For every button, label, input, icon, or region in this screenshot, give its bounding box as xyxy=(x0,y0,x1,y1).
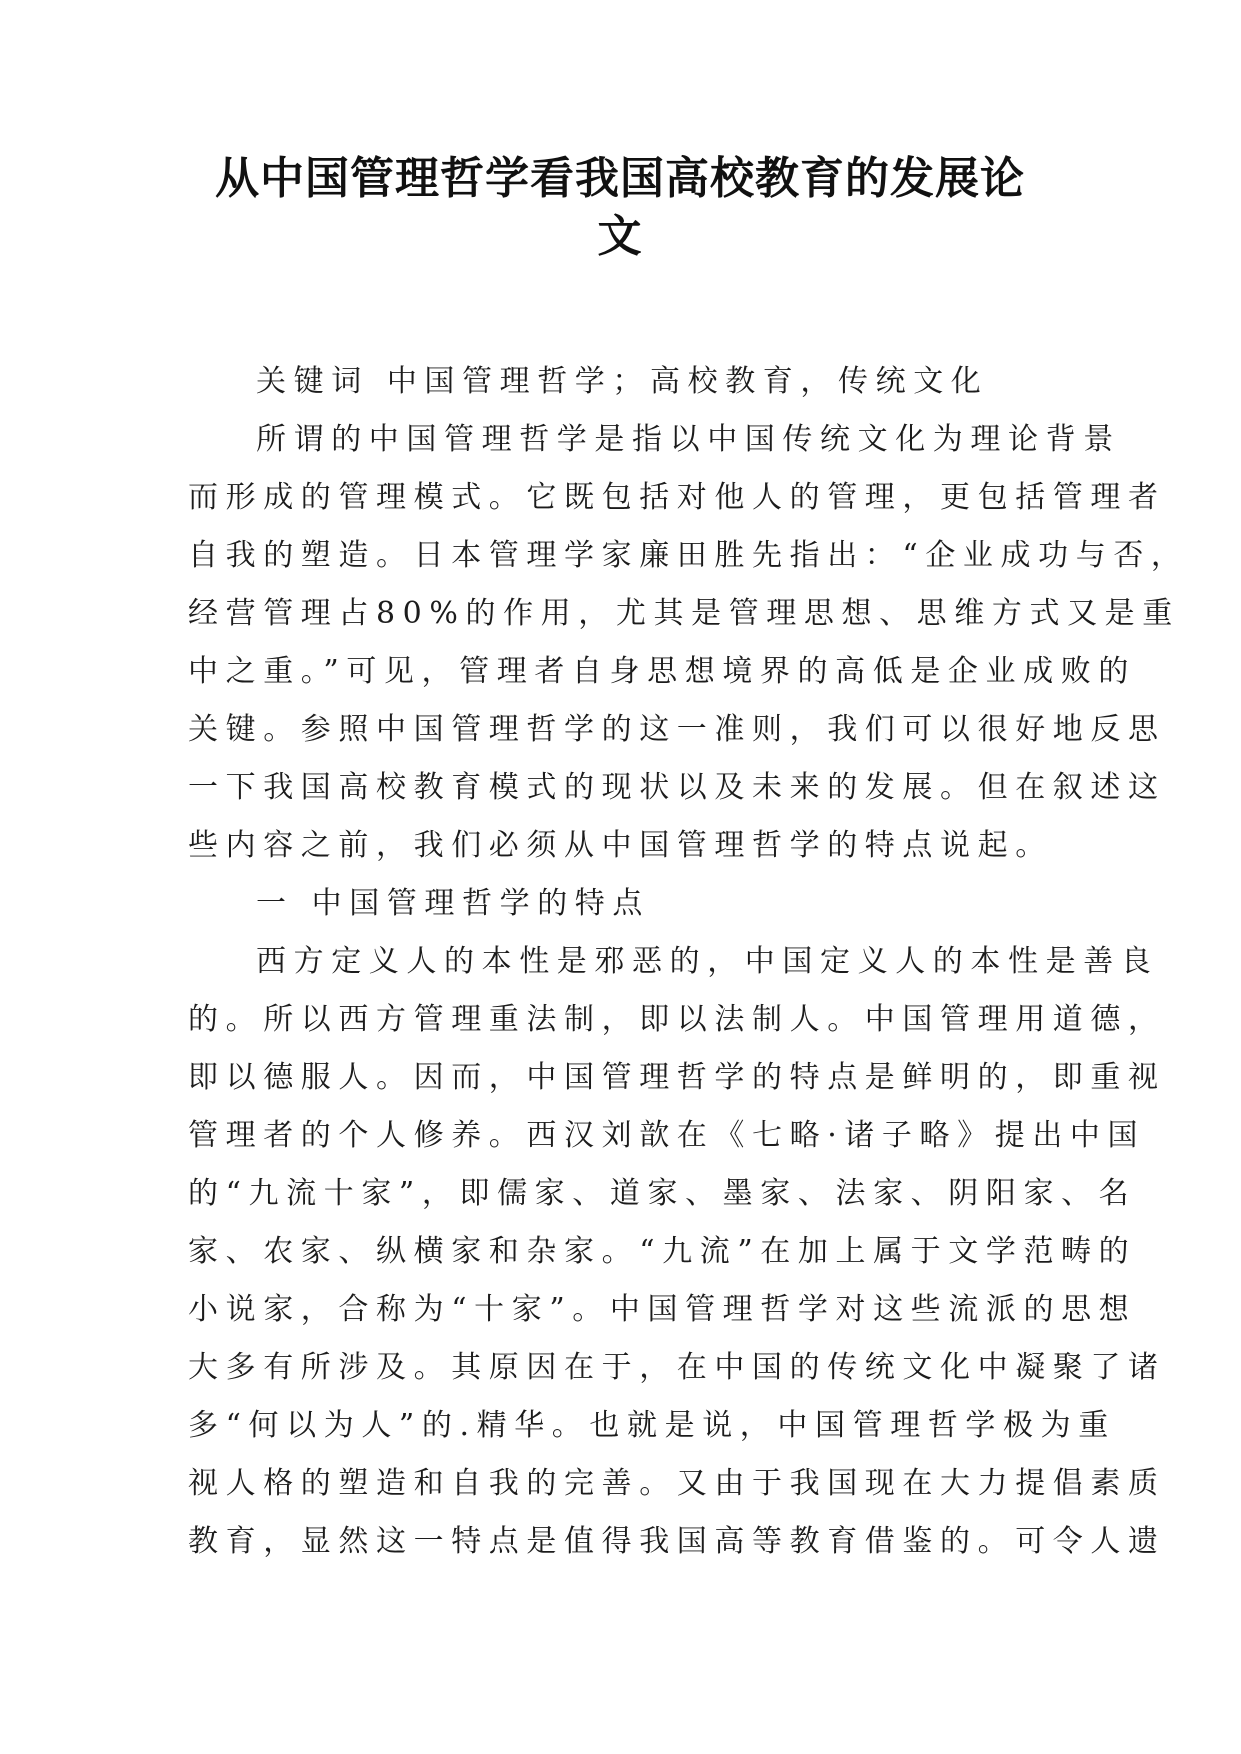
paragraph-line: 家、农家、纵横家和杂家。“九流”在加上属于文学范畴的 xyxy=(188,1234,1137,1269)
paragraph-line: 大多有所涉及。其原因在于，在中国的传统文化中凝聚了诸 xyxy=(188,1350,1166,1385)
paragraph-line: 管理者的个人修养。西汉刘歆在《七略·诸子略》提出中国 xyxy=(188,1118,1146,1153)
keywords-terms: 中国管理哲学；高校教育，传统文化 xyxy=(386,364,989,399)
paragraph-line: 中之重。”可见，管理者自身思想境界的高低是企业成败的 xyxy=(188,654,1136,689)
keywords-label: 关键词 xyxy=(256,364,369,399)
section-heading xyxy=(188,875,1068,933)
paragraph-line: 关键。参照中国管理哲学的这一准则，我们可以很好地反思 xyxy=(188,712,1166,747)
section-number: 一 xyxy=(256,886,294,921)
paragraph-line: 教育，显然这一特点是值得我国高等教育借鉴的。可令人遗 xyxy=(188,1524,1166,1559)
paragraph-line: 小说家，合称为“十家”。中国管理哲学对这些流派的思想 xyxy=(188,1292,1137,1327)
paragraph-line: 所谓的中国管理哲学是指以中国传统文化为理论背景 xyxy=(256,422,1121,457)
paragraph-line: 一下我国高校教育模式的现状以及未来的发展。但在叙述这 xyxy=(188,770,1166,805)
paragraph-line: 即以德服人。因而，中国管理哲学的特点是鲜明的，即重视 xyxy=(188,1060,1166,1095)
paragraph-line: 而形成的管理模式。它既包括对他人的管理，更包括管理者 xyxy=(188,480,1166,515)
paragraph-line: 多“何以为人”的.精华。也就是说，中国管理哲学极为重 xyxy=(188,1408,1116,1443)
paragraph-line: 西方定义人的本性是邪恶的，中国定义人的本性是善良 xyxy=(256,944,1159,979)
paragraph-line: 视人格的塑造和自我的完善。又由于我国现在大力提倡素质 xyxy=(188,1466,1166,1501)
paragraph-line: 些内容之前，我们必须从中国管理哲学的特点说起。 xyxy=(188,828,1053,863)
document-body xyxy=(188,353,1189,1571)
paragraph-line: 的。所以西方管理重法制，即以法制人。中国管理用道德， xyxy=(188,1002,1166,1037)
keywords-line xyxy=(188,353,1068,411)
paragraph-line: 经营管理占80%的作用，尤其是管理思想、思维方式又是重 xyxy=(188,596,1180,631)
paragraph-line: 的“九流十家”，即儒家、道家、墨家、法家、阴阳家、名 xyxy=(188,1176,1137,1211)
section-heading-text: 中国管理哲学的特点 xyxy=(311,886,651,921)
title-line-2: 文 xyxy=(597,211,643,262)
paragraph-line: 自我的塑造。日本管理学家廉田胜先指出：“企业成功与否， xyxy=(188,538,1189,573)
document-title xyxy=(180,150,1060,266)
title-line-1: 从中国管理哲学看我国高校教育的发展论 xyxy=(215,153,1025,204)
